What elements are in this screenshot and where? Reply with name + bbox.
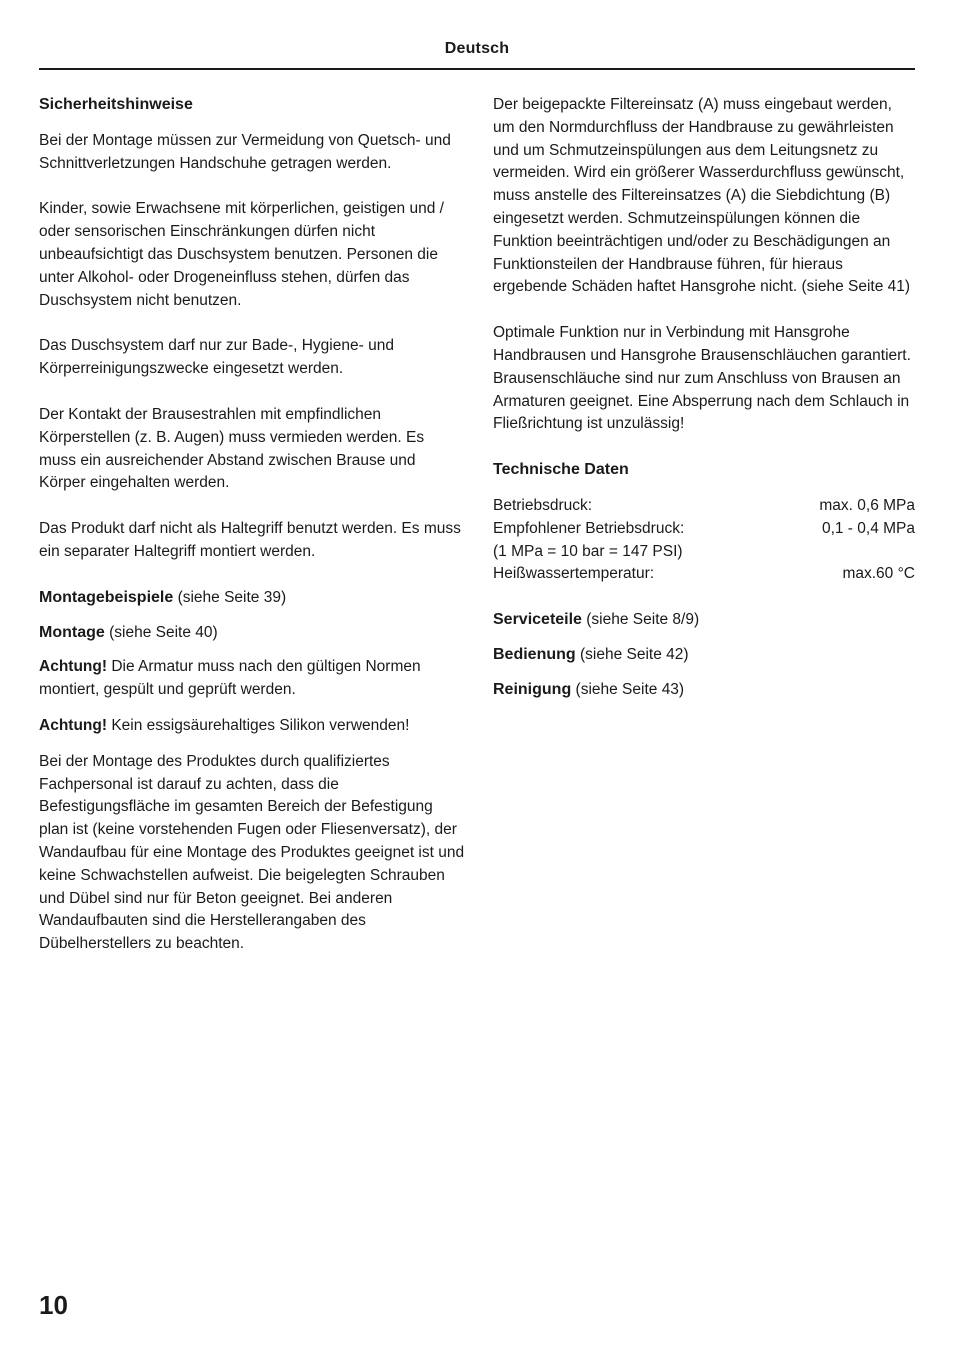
warning-text: Die Armatur muss nach den gültigen Normen montiert, gespült und geprüft werden. bbox=[39, 658, 421, 699]
tech-data-label: (1 MPa = 10 bar = 147 PSI) bbox=[493, 542, 683, 560]
tech-data-value: 0,1 - 0,4 MPa bbox=[821, 519, 915, 537]
tech-data-label: Betriebsdruck: bbox=[493, 496, 593, 514]
page-number: 10 bbox=[39, 1290, 68, 1320]
warning-text: Kein essigsäurehaltiges Silikon verwenden! bbox=[111, 716, 410, 734]
bedienung-label: Bedienung bbox=[493, 645, 576, 663]
tech-data-label: Empfohlener Betriebsdruck: bbox=[493, 519, 685, 537]
serviceteile-label: Serviceteile bbox=[493, 611, 582, 629]
warning-paragraph bbox=[39, 656, 465, 702]
montagebeispiele-page-ref: (siehe Seite 39) bbox=[177, 588, 287, 606]
tech-data-value: max. 0,6 MPa bbox=[819, 496, 915, 514]
tech-data-heading: Technische Daten bbox=[493, 461, 629, 479]
function-paragraph: Optimale Funktion nur in Verbindung mit Hansgrohe Handbrausen und Hansgrohe Brausenschläuchen garantiert. Brausenschläuche sind nur zum Anschluss von Brausen an Armaturen geeignet. Eine Absperrung nach dem Schlauch in Fließrichtung ist unzulässig! bbox=[493, 324, 911, 433]
warning-paragraph bbox=[39, 715, 465, 738]
warning-label: Achtung! bbox=[39, 658, 108, 676]
tech-data-row bbox=[493, 563, 915, 586]
safety-paragraph: Das Produkt darf nicht als Haltegriff benutzt werden. Es muss ein separater Haltegriff montiert werden. bbox=[39, 520, 461, 560]
serviceteile-page-ref: (siehe Seite 8/9) bbox=[586, 611, 700, 629]
montage-label: Montage bbox=[39, 623, 105, 641]
safety-paragraph: Kinder, sowie Erwachsene mit körperlichen, geistigen und / oder sensorischen Einschränkungen dürfen nicht unbeaufsichtigt das Duschsystem benutzen. Personen die unter Alkohol- oder Drogeneinfluss stehen, dürfen das Duschsystem nicht benutzen. bbox=[39, 200, 444, 309]
safety-paragraph: Das Duschsystem darf nur zur Bade-, Hygiene- und Körperreinigungszwecke eingesetzt werden. bbox=[39, 337, 394, 378]
header-language: Deutsch bbox=[444, 40, 510, 57]
warning-label: Achtung! bbox=[39, 716, 108, 734]
right-column bbox=[493, 94, 915, 714]
safety-paragraph: Bei der Montage müssen zur Vermeidung von Quetsch- und Schnittverletzungen Handschuhe getragen werden. bbox=[39, 131, 451, 172]
serviceteile-reference bbox=[493, 609, 915, 632]
tech-data-value: max.60 °C bbox=[842, 565, 915, 583]
montagebeispiele-reference bbox=[39, 587, 465, 610]
safety-heading: Sicherheitshinweise bbox=[39, 96, 193, 113]
bedienung-page-ref: (siehe Seite 42) bbox=[579, 645, 689, 663]
tech-data-label: Heißwassertemperatur: bbox=[493, 565, 655, 583]
safety-paragraph: Der Kontakt der Brausestrahlen mit empfindlichen Körperstellen (z. B. Augen) muss vermieden werden. Es muss ein ausreichender Abstand zwischen Brause und Körper eingehalten werden. bbox=[39, 405, 425, 492]
montage-reference bbox=[39, 622, 465, 645]
reinigung-label: Reinigung bbox=[493, 680, 572, 698]
bedienung-reference bbox=[493, 644, 915, 667]
reinigung-page-ref: (siehe Seite 43) bbox=[575, 680, 685, 698]
tech-data-row bbox=[493, 518, 915, 541]
left-column bbox=[39, 94, 465, 979]
header-divider bbox=[39, 68, 915, 70]
mounting-paragraph: Bei der Montage des Produktes durch qualifiziertes Fachpersonal ist darauf zu achten, dass die Befestigungsfläche im gesamten Bereich der Befestigung plan ist (keine vorstehenden Fugen oder Fliesenversatz), der Wandaufbau für eine Montage des Produktes geeignet ist und keine Schwachstellen aufweist. Die beigelegten Schrauben und Dübel sind nur für Beton geeignet. Bei anderen Wandaufbauten sind die Herstellerangaben des Dübelherstellers zu beachten. bbox=[39, 752, 465, 953]
tech-data-row bbox=[493, 541, 915, 564]
tech-data-table bbox=[493, 495, 915, 586]
montagebeispiele-label: Montagebeispiele bbox=[39, 588, 174, 606]
filter-paragraph: Der beigepackte Filtereinsatz (A) muss eingebaut werden, um den Normdurchfluss der Handbrause zu gewährleisten und um Schmutzeinspülungen aus dem Leitungsnetz zu vermeiden. Wird ein größerer Wasserdurchfluss gewünscht, muss anstelle des Filtereinsatzes (A) die Siebdichtung (B) eingesetzt werden. Schmutzeinspülungen können die Funktion beeinträchtigen und/oder zu Beschädigungen an Funktionsteilen der Handbrause führen, für hieraus ergebende Schäden haftet Hansgrohe nicht. (siehe Seite 41) bbox=[493, 96, 911, 296]
tech-data-row bbox=[493, 495, 915, 518]
montage-page-ref: (siehe Seite 40) bbox=[109, 623, 218, 641]
reinigung-reference bbox=[493, 679, 915, 702]
